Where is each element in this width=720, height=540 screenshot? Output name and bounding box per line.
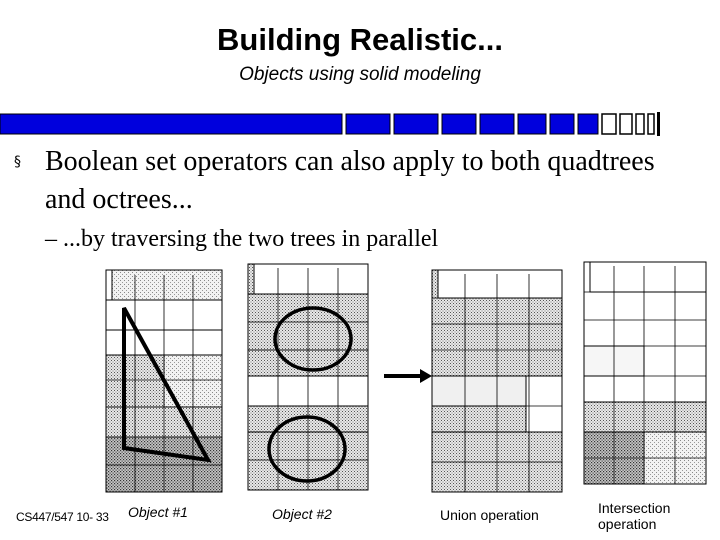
sub-bullet-text: – ...by traversing the two trees in parallel xyxy=(45,226,439,252)
object-1-octree xyxy=(106,270,222,492)
object-2-octree xyxy=(248,264,368,490)
intersection-caption-line1: Intersection xyxy=(598,500,671,516)
bullet-text: Boolean set operators can also apply to both quadtrees and octrees... xyxy=(45,146,655,215)
slide-footer: CS447/547 10- 33 xyxy=(16,510,109,524)
intersection-caption xyxy=(598,500,670,532)
bullet-marker: § xyxy=(14,154,21,170)
arrow-icon xyxy=(384,369,432,383)
slide-title: Building Realistic... xyxy=(217,22,503,57)
slide-subtitle: Objects using solid modeling xyxy=(239,64,481,85)
union-caption: Union operation xyxy=(440,507,539,523)
intersection-octree xyxy=(584,262,706,484)
intersection-caption-line2: operation xyxy=(598,516,657,532)
object-2-caption: Object #2 xyxy=(272,506,332,522)
object-1-caption: Object #1 xyxy=(128,504,188,520)
union-octree xyxy=(432,270,562,492)
